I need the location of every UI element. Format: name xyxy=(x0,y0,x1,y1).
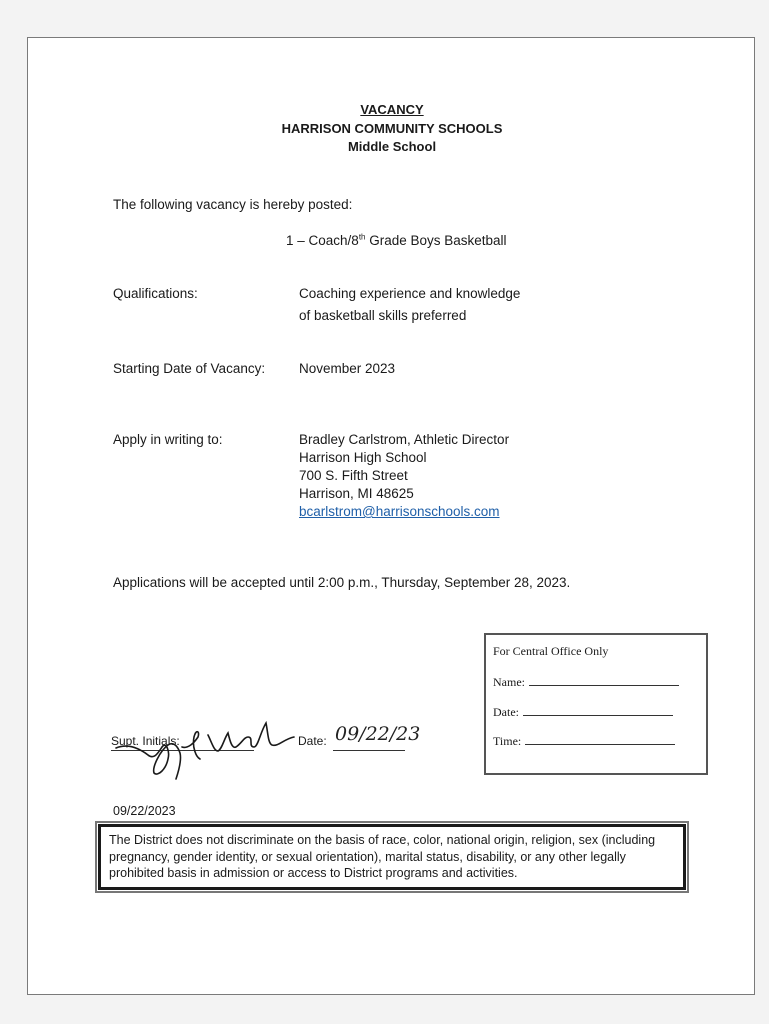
apply-school: Harrison High School xyxy=(299,450,427,465)
start-date-value: November 2023 xyxy=(299,361,396,376)
district-name: HARRISON COMMUNITY SCHOOLS xyxy=(281,121,503,136)
handwritten-signature xyxy=(108,703,298,783)
apply-street: 700 S. Fifth Street xyxy=(299,468,408,483)
office-time-row: Time: xyxy=(493,734,675,749)
apply-contact-name: Bradley Carlstrom, Athletic Director xyxy=(299,432,510,447)
office-date-line xyxy=(523,705,673,716)
apply-email-link[interactable]: bcarlstrom@harrisonschools.com xyxy=(299,504,500,519)
apply-city: Harrison, MI 48625 xyxy=(299,486,414,501)
apply-label: Apply in writing to: xyxy=(113,432,223,447)
qualifications-label: Qualifications: xyxy=(113,286,198,301)
posted-date: 09/22/2023 xyxy=(113,804,176,818)
signature-area xyxy=(108,703,438,783)
supt-initials-label: Supt. Initials: xyxy=(111,734,180,748)
office-time-line xyxy=(525,734,675,745)
office-title: For Central Office Only xyxy=(493,644,609,658)
handwritten-date: 09/22/23 xyxy=(335,723,421,745)
office-name-row: Name: xyxy=(493,675,679,690)
signature-date-line xyxy=(333,750,405,751)
start-date-label: Starting Date of Vacancy: xyxy=(113,361,266,376)
nondiscrimination-notice: The District does not discriminate on the basis of race, color, national origin, religion, sex (including pregnancy, gender identity, or sexual orientation), marital status, disability, or any other legally prohibited basis in admission or access to District programs and activities. xyxy=(98,824,686,890)
deadline-text: Applications will be accepted until 2:00 p.m., Thursday, September 28, 2023. xyxy=(113,575,571,590)
signature-date-label: Date: xyxy=(298,734,327,748)
qualifications-line-1: Coaching experience and knowledge xyxy=(299,286,521,301)
position-title: 1 – Coach/8th Grade Boys Basketball xyxy=(286,232,507,248)
document-title: VACANCY xyxy=(360,102,424,117)
document-page xyxy=(27,37,755,995)
office-name-line xyxy=(529,675,679,686)
office-date-row: Date: xyxy=(493,705,673,720)
central-office-box xyxy=(484,633,708,775)
qualifications-line-2: of basketball skills preferred xyxy=(299,308,467,323)
intro-text: The following vacancy is hereby posted: xyxy=(113,197,353,212)
building-name: Middle School xyxy=(347,139,437,154)
